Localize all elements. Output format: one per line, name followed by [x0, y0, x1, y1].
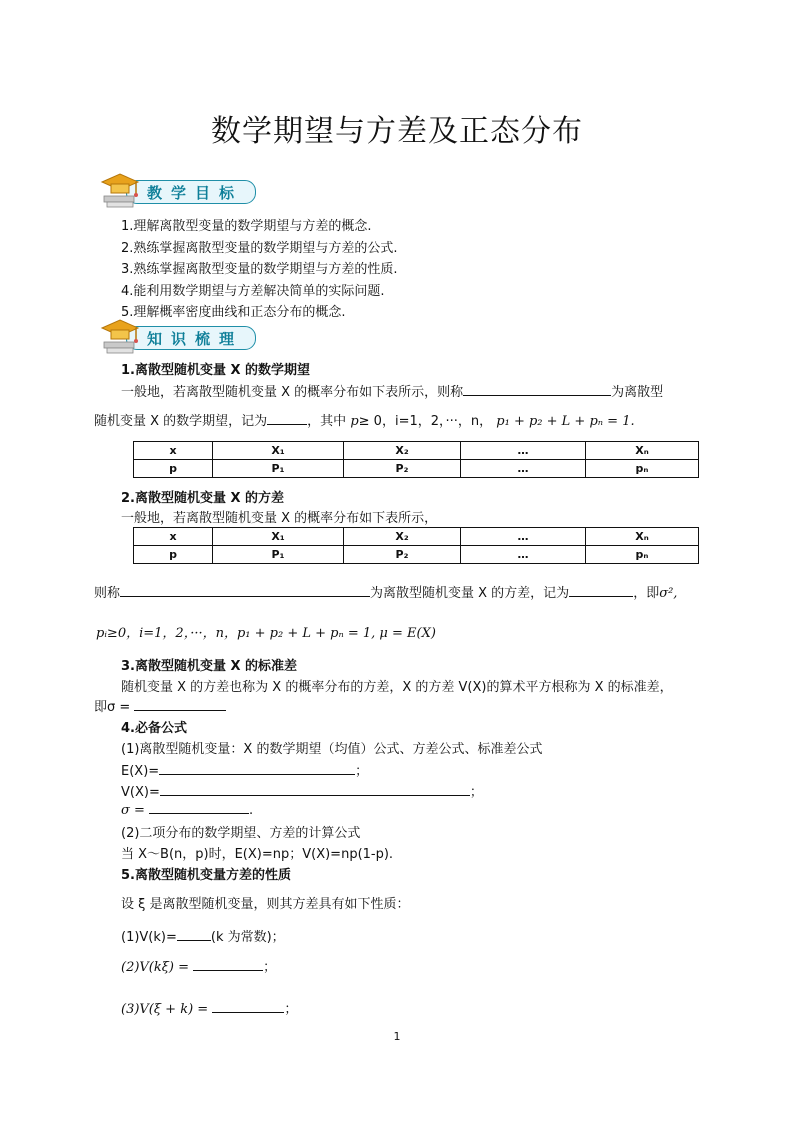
table-row — [134, 442, 699, 460]
answer-blank — [120, 584, 370, 597]
graduation-cap-icon — [98, 314, 146, 358]
table-cell: X₁ — [213, 528, 344, 546]
answer-blank — [267, 412, 307, 425]
paragraph-line: 当 X～B(n，p)时，E(X)=np；V(X)=np(1-p). — [121, 847, 394, 862]
table-cell: … — [461, 528, 586, 546]
answer-blank — [160, 783, 470, 796]
formula-line: (3)V(ξ + k) = ； — [121, 1002, 298, 1017]
paragraph-line: (1)离散型随机变量：X 的数学期望（均值）公式、方差公式、标准差公式 — [121, 742, 543, 757]
paragraph-line: 一般地，若离散型随机变量 X 的概率分布如下表所示， — [121, 511, 438, 526]
paragraph-line: 设 ξ 是离散型随机变量，则其方差具有如下性质： — [121, 897, 410, 912]
objectives-list — [121, 216, 398, 324]
page-number: 1 — [393, 1030, 401, 1043]
list-item: 5.理解概率密度曲线和正态分布的概念. — [121, 305, 346, 320]
table-cell: x — [134, 442, 213, 460]
answer-blank — [134, 698, 226, 711]
section-heading: 2.离散型随机变量 X 的方差 — [121, 491, 285, 506]
table-cell: Xₙ — [586, 442, 699, 460]
table-cell: … — [461, 442, 586, 460]
formula-line: (1)V(k)= (k 为常数)； — [121, 930, 285, 945]
answer-blank — [149, 801, 249, 814]
table-cell: x — [134, 528, 213, 546]
table-cell: P₂ — [344, 460, 461, 478]
table-cell: X₂ — [344, 442, 461, 460]
table-cell: P₁ — [213, 546, 344, 564]
paragraph-line: 一般地，若离散型随机变量 X 的概率分布如下表所示，则称 为离散型 — [121, 385, 664, 400]
table-cell: p — [134, 460, 213, 478]
graduation-cap-icon — [98, 168, 146, 212]
table-cell: pₙ — [586, 546, 699, 564]
paragraph-line: 即σ = — [94, 696, 226, 715]
section-heading: 5.离散型随机变量方差的性质 — [121, 868, 291, 883]
table-cell: p — [134, 546, 213, 564]
section-heading: 1.离散型随机变量 X 的数学期望 — [121, 363, 311, 378]
list-item: 3.熟练掌握离散型变量的数学期望与方差的性质. — [121, 262, 398, 277]
answer-blank — [177, 928, 211, 941]
paragraph-line: 随机变量 X 的数学期望，记为 ，其中 p≥ 0，i=1，2，···，n， p₁ + p₂ + L + pₙ = 1. — [94, 414, 635, 429]
section-banner-summary — [98, 322, 268, 352]
page-title: 数学期望与方差及正态分布 — [211, 114, 583, 149]
list-item: 2.熟练掌握离散型变量的数学期望与方差的公式. — [121, 240, 398, 256]
table-cell: P₁ — [213, 460, 344, 478]
table-row — [134, 546, 699, 564]
section-heading: 4.必备公式 — [121, 721, 187, 736]
answer-blank — [463, 383, 611, 396]
table-row — [134, 460, 699, 478]
answer-blank — [193, 958, 263, 971]
distribution-table — [133, 527, 699, 564]
answer-blank — [159, 762, 355, 775]
table-cell: … — [461, 460, 586, 478]
formula-line: pᵢ≥0，i=1，2，···，n，p₁ + p₂ + L + pₙ = 1, μ = E(X) — [96, 626, 436, 641]
paragraph-line: 则称 为离散型随机变量 X 的方差，记为 ，即σ², — [94, 586, 678, 601]
paragraph-line: (2)二项分布的数学期望、方差的计算公式 — [121, 826, 361, 841]
formula-line: (2)V(kξ) = ； — [121, 960, 277, 975]
section-heading: 3.离散型随机变量 X 的标准差 — [121, 659, 298, 674]
table-cell: Xₙ — [586, 528, 699, 546]
banner-label: 教学目标 — [147, 184, 244, 202]
formula-line: σ = . — [121, 803, 254, 818]
table-row — [134, 528, 699, 546]
distribution-table — [133, 441, 699, 478]
table-cell: … — [461, 546, 586, 564]
list-item: 1.理解离散型变量的数学期望与方差的概念. — [121, 219, 372, 234]
table-cell: X₂ — [344, 528, 461, 546]
formula-line: V(X)= ； — [121, 785, 483, 800]
banner-label: 知识梳理 — [147, 330, 244, 348]
formula-line: E(X)= ； — [121, 764, 369, 779]
table-cell: X₁ — [213, 442, 344, 460]
answer-blank — [212, 1000, 284, 1013]
list-item: 4.能利用数学期望与方差解决简单的实际问题. — [121, 283, 385, 299]
answer-blank — [569, 584, 633, 597]
table-cell: pₙ — [586, 460, 699, 478]
paragraph-line: 随机变量 X 的方差也称为 X 的概率分布的方差，X 的方差 V(X)的算术平方根称为 X 的标准差， — [121, 680, 673, 695]
section-banner-objectives — [98, 176, 268, 206]
table-cell: P₂ — [344, 546, 461, 564]
